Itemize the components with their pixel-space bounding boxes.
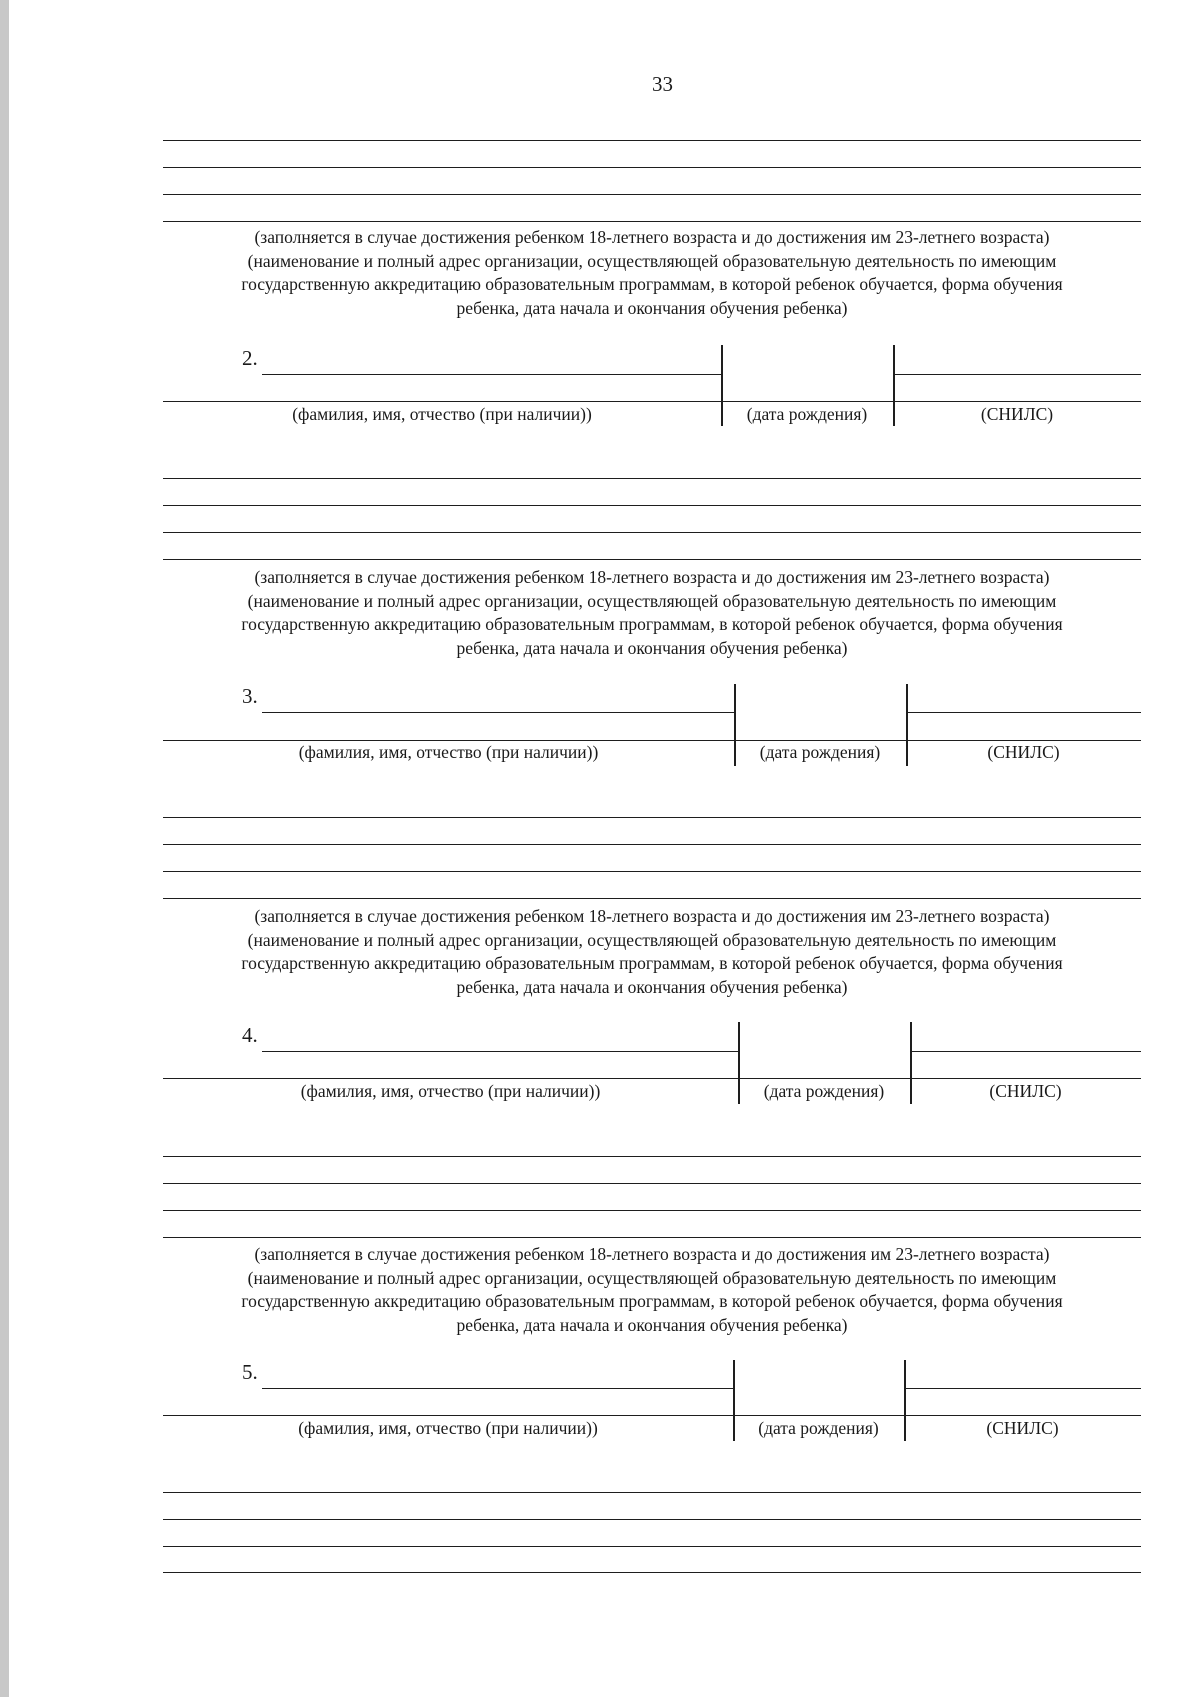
address-line[interactable] — [163, 1210, 1141, 1211]
fio-field[interactable] — [262, 1051, 738, 1052]
caption-line: государственную аккредитацию образовательным программам, в которой ребенок обучается, форма обучения — [241, 1291, 1063, 1311]
address-line[interactable] — [163, 1183, 1141, 1184]
address-line[interactable] — [163, 1492, 1141, 1493]
caption-line: ребенка, дата начала и окончания обучения ребенка) — [456, 976, 848, 997]
caption-line: (наименование и полный адрес организации, осуществляющей образовательную деятельность по имеющим — [247, 590, 1057, 611]
address-line[interactable] — [163, 1572, 1141, 1573]
birth-date-label: (дата рождения) — [763, 1081, 885, 1101]
snils-label: (СНИЛС) — [987, 742, 1060, 762]
address-line[interactable] — [163, 1519, 1141, 1520]
entry-number: 4. — [242, 1023, 258, 1047]
caption-line: (заполняется в случае достижения ребенком 18-летнего возраста и до достижения им 23-летнего возраста) — [254, 1244, 1050, 1264]
caption-line: (заполняется в случае достижения ребенком 18-летнего возраста и до достижения им 23-летнего возраста) — [254, 567, 1050, 587]
snils-label: (СНИЛС) — [989, 1081, 1062, 1101]
address-line[interactable] — [163, 844, 1141, 845]
address-line[interactable] — [163, 1237, 1141, 1238]
snils-field[interactable] — [908, 712, 1141, 713]
address-line[interactable] — [163, 140, 1141, 141]
snils-field[interactable] — [895, 374, 1141, 375]
caption-line: государственную аккредитацию образовательным программам, в которой ребенок обучается, форма обучения — [241, 274, 1063, 294]
address-line[interactable] — [163, 194, 1141, 195]
birth-date-label: (дата рождения) — [746, 404, 868, 424]
snils-label: (СНИЛС) — [980, 404, 1054, 424]
caption-line: ребенка, дата начала и окончания обучения ребенка) — [456, 1314, 848, 1335]
address-line[interactable] — [163, 871, 1141, 872]
address-line[interactable] — [163, 1546, 1141, 1547]
fio-field[interactable] — [262, 374, 721, 375]
entry-baseline — [163, 1078, 1141, 1079]
caption-line: (наименование и полный адрес организации, осуществляющей образовательную деятельность по имеющим — [247, 929, 1057, 950]
address-line[interactable] — [163, 1156, 1141, 1157]
fio-field[interactable] — [262, 1388, 733, 1389]
caption-line: (наименование и полный адрес организации, осуществляющей образовательную деятельность по имеющим — [247, 1267, 1057, 1288]
fio-field[interactable] — [262, 712, 734, 713]
fio-label: (фамилия, имя, отчество (при наличии)) — [298, 1418, 598, 1438]
address-line[interactable] — [163, 817, 1141, 818]
education-caption — [160, 905, 1144, 999]
caption-line: ребенка, дата начала и окончания обучения ребенка) — [456, 637, 848, 658]
education-caption — [160, 566, 1144, 660]
caption-line: государственную аккредитацию образовательным программам, в которой ребенок обучается, форма обучения — [241, 614, 1063, 634]
education-caption — [160, 1243, 1144, 1337]
snils-field[interactable] — [912, 1051, 1141, 1052]
caption-line: (заполняется в случае достижения ребенком 18-летнего возраста и до достижения им 23-летнего возраста) — [254, 227, 1050, 247]
education-caption — [160, 226, 1144, 320]
address-line[interactable] — [163, 532, 1141, 533]
entry-baseline — [163, 740, 1141, 741]
caption-line: (наименование и полный адрес организации, осуществляющей образовательную деятельность по имеющим — [247, 250, 1057, 271]
fio-label: (фамилия, имя, отчество (при наличии)) — [292, 404, 592, 424]
caption-line: государственную аккредитацию образовательным программам, в которой ребенок обучается, форма обучения — [241, 953, 1063, 973]
entry-number: 3. — [242, 684, 258, 708]
caption-line: ребенка, дата начала и окончания обучения ребенка) — [456, 297, 848, 318]
entry-number: 5. — [242, 1360, 258, 1384]
page-number: 33 — [652, 72, 673, 96]
address-line[interactable] — [163, 559, 1141, 560]
address-line[interactable] — [163, 478, 1141, 479]
entry-baseline — [163, 401, 1141, 402]
scan-edge — [0, 0, 9, 1697]
address-line[interactable] — [163, 505, 1141, 506]
snils-field[interactable] — [906, 1388, 1141, 1389]
address-line[interactable] — [163, 898, 1141, 899]
address-line[interactable] — [163, 221, 1141, 222]
snils-label: (СНИЛС) — [986, 1418, 1059, 1438]
entry-baseline — [163, 1415, 1141, 1416]
entry-number: 2. — [242, 346, 258, 370]
fio-label: (фамилия, имя, отчество (при наличии)) — [298, 742, 599, 762]
caption-line: (заполняется в случае достижения ребенком 18-летнего возраста и до достижения им 23-летнего возраста) — [254, 906, 1050, 926]
fio-label: (фамилия, имя, отчество (при наличии)) — [300, 1081, 601, 1101]
birth-date-label: (дата рождения) — [759, 742, 881, 762]
address-line[interactable] — [163, 167, 1141, 168]
birth-date-label: (дата рождения) — [758, 1418, 879, 1438]
